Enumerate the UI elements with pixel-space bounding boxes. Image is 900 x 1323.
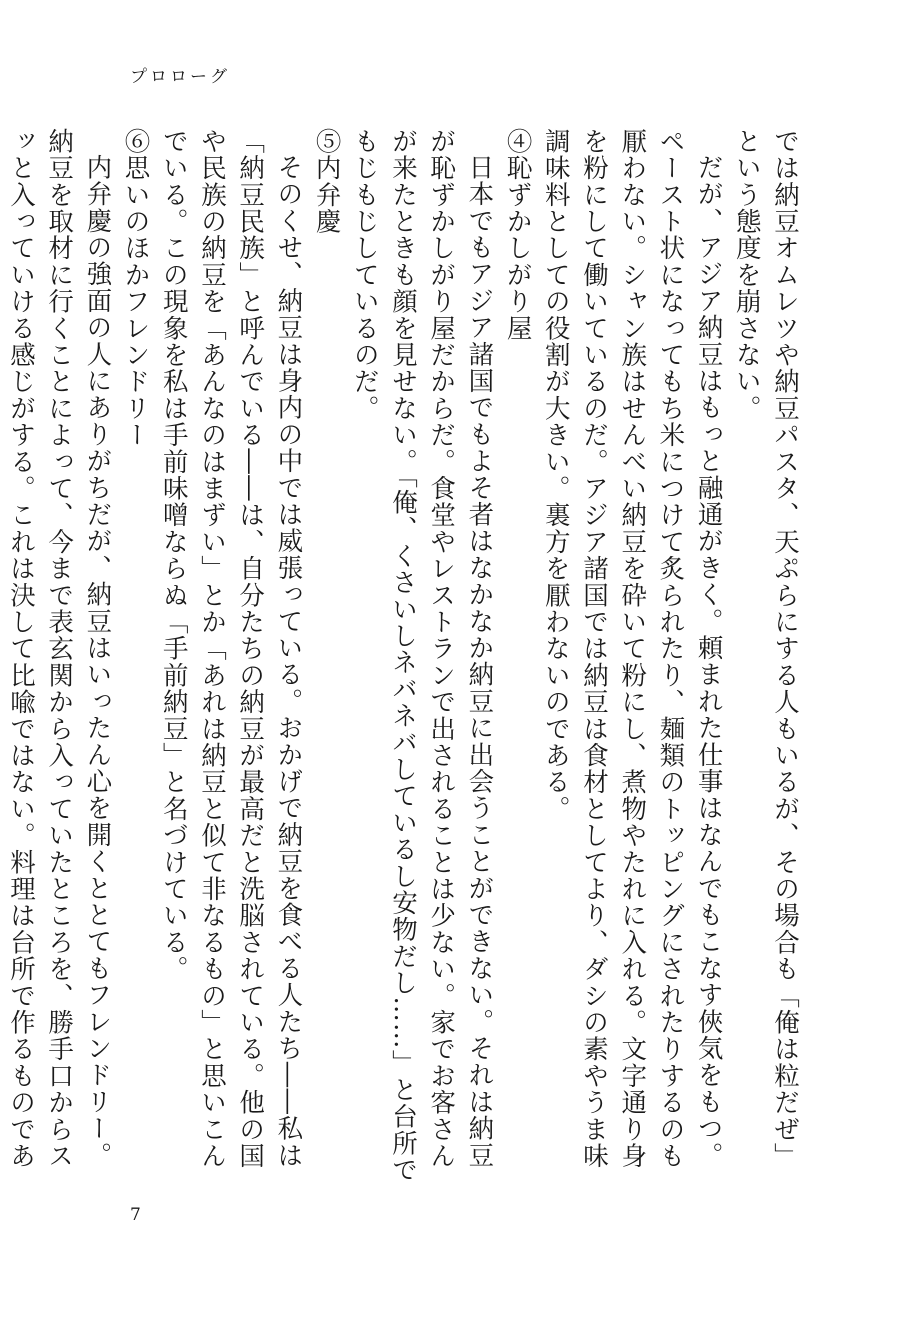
paragraph-uchibenkei: そのくせ、納豆は身内の中では威張っている。おかげで納豆を食べる人たち――私は「納豆民族」と呼んでいる――は、自分たちの納豆が最高だと洗脳されている。他の国や民族の納豆を「あんなのはまずい」とか「あれは納豆と似て非なるもの」と思いこんでいる。この現象を私は手前味噌ならぬ「手前納豆」と名づけている。	[158, 128, 304, 1170]
section-heading-friendly: ⑥思いのほかフレンドリー	[120, 128, 151, 449]
running-head: プロローグ	[130, 67, 230, 87]
vertical-text-body	[5, 128, 804, 1188]
paragraph-shy: 日本でもアジア諸国でもよそ者はなかなか納豆に出会うことができない。それは納豆が恥ずかしがり屋だからだ。食堂やレストランで出されることは少ない。家でお客さんが来たときも顔を見せない。「俺、くさいしネバネバしているし安物だし……」と台所でもじもじしているのだ。	[349, 128, 495, 1184]
section-heading-shy: ④恥ずかしがり屋	[502, 128, 533, 342]
paragraph-ajia-natto: だが、アジア納豆はもっと融通がきく。頼まれた仕事はなんでもこなす俠気をもつ。ペースト状になってもち米につけて炙られたり、麺類のトッピングにされたりするのも厭わない。シャン族はせんべい納豆を砕いて粉にし、煮物やたれに入れる。文字通り身を粉にして働いているのだ。アジア諸国では納豆は食材としてより、ダシの素やうま味調味料としての役割が大きい。裏方を厭わないのである。	[540, 128, 724, 1170]
paragraph-friendly: 内弁慶の強面の人にありがちだが、納豆はいったん心を開くととてもフレンドリー。納豆を取材に行くことによって、今まで表玄関から入っていたところを、勝手口からスッと入っていける感じがする。これは決して比喩ではない。料理は台所で作るものであ	[5, 128, 113, 1170]
section-heading-uchibenkei: ⑤内弁慶	[311, 128, 342, 235]
page-number: 7	[130, 1205, 141, 1225]
paragraph-continuation: では納豆オムレツや納豆パスタ、天ぷらにする人もいるが、その場合も「俺は粒だぜ」という態度を崩さない。	[731, 128, 800, 1170]
